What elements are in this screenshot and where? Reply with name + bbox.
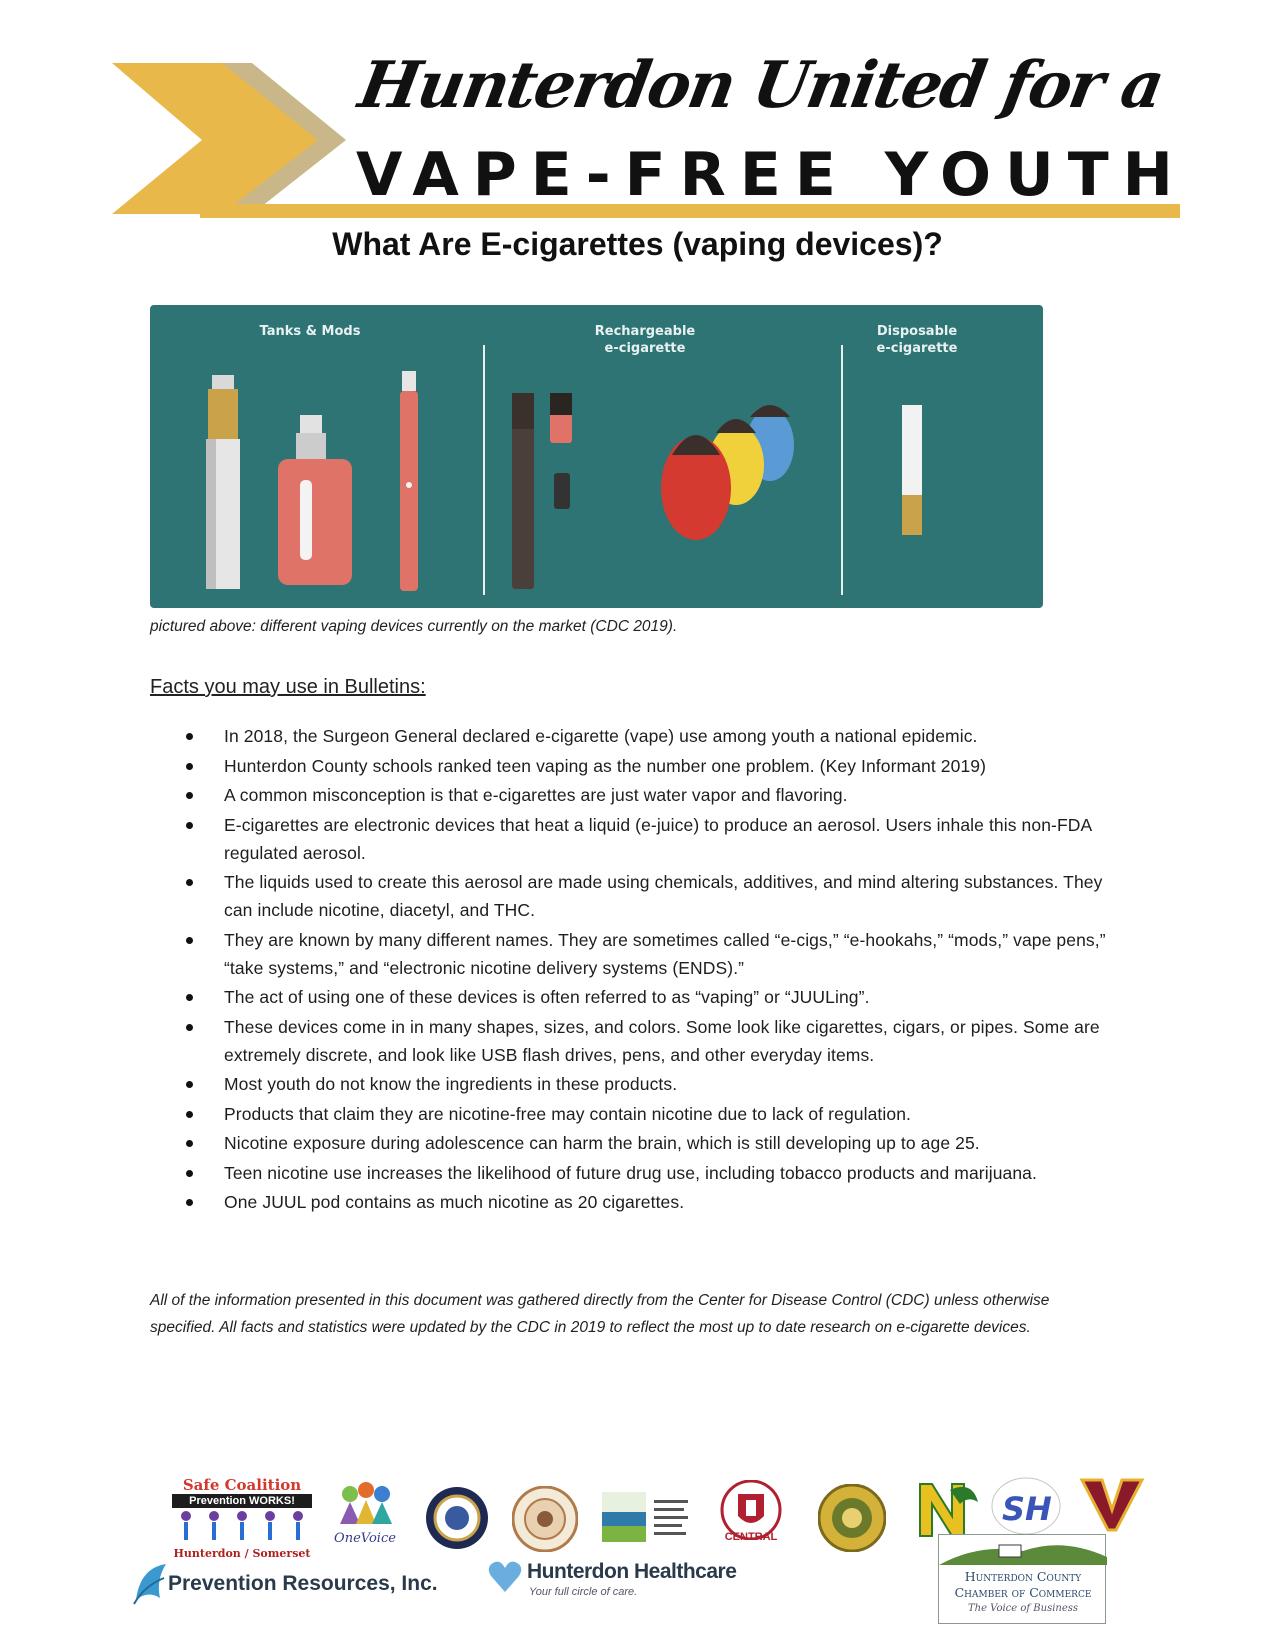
fact-item: Teen nicotine use increases the likelihood of future drug use, including tobacco products and marijuana.: [186, 1159, 1126, 1187]
section-label-disposable: Disposable e-cigarette: [876, 324, 958, 356]
fact-item: The act of using one of these devices is often referred to as “vaping” or “JUULing”.: [186, 983, 1126, 1011]
fact-item: Products that claim they are nicotine-free may contain nicotine due to lack of regulation.: [186, 1100, 1126, 1128]
south-hunterdon-logo: [990, 1476, 1062, 1536]
bullet-icon: [186, 792, 193, 799]
svg-text:SH: SH: [1002, 1490, 1052, 1528]
section-label-tanks-mods: Tanks & Mods: [259, 324, 361, 339]
hunterdon-county-seal: [512, 1486, 578, 1552]
fact-item: They are known by many different names. They are sometimes called “e-cigs,” “e-hookahs,” “mods,” vape pens,” “take systems,” and “electronic nicotine delivery systems (ENDS).”: [186, 926, 1126, 982]
bullet-icon: [186, 1140, 193, 1147]
panel-divider: [483, 345, 485, 595]
rechargeable-device: [512, 393, 572, 589]
bullet-icon: [186, 994, 193, 1001]
people-icon: [172, 1508, 312, 1542]
bullet-icon: [186, 1199, 193, 1206]
disposable-device: [902, 405, 922, 535]
one-voice-logo: OneVoice: [330, 1480, 400, 1546]
image-caption: pictured above: different vaping devices currently on the market (CDC 2019).: [150, 618, 678, 635]
safe-coalition-logo: Safe Coalition Prevention WORKS! Hunterdon / Somerset: [173, 1476, 311, 1560]
heart-icon: [487, 1558, 523, 1594]
pods-group: [661, 405, 794, 540]
fact-item: Most youth do not know the ingredients in these products.: [186, 1070, 1126, 1098]
delaware-valley-seal: [818, 1484, 886, 1552]
partnership-logo: [602, 1492, 694, 1542]
one-voice-people-icon: [330, 1480, 400, 1526]
main-title: VAPE-FREE YOUTH: [356, 140, 1187, 210]
disclaimer-text: All of the information presented in this document was gathered directly from the Center for Disease Control (CDC) unless otherwise specified. All facts and statistics were updated by the CDC in 2019 to reflect the most up to date research on e-cigarette devices.: [150, 1292, 1050, 1336]
sponsor-logos: [0, 1470, 1275, 1650]
fact-item: E-cigarettes are electronic devices that heat a liquid (e-juice) to produce an aerosol. Users inhale this non-FDA regulated aerosol.: [186, 811, 1126, 867]
fact-item: A common misconception is that e-cigarettes are just water vapor and flavoring.: [186, 781, 1126, 809]
hunterdon-central-logo: CENTRAL: [716, 1480, 786, 1543]
bullet-icon: [186, 1111, 193, 1118]
leaf-icon: [130, 1560, 170, 1606]
fact-item: One JUUL pod contains as much nicotine as 20 cigarettes.: [186, 1188, 1126, 1216]
facts-heading: Facts you may use in Bulletins:: [150, 676, 426, 698]
facts-list: [186, 722, 1126, 1218]
vape-pen-device: [400, 371, 418, 591]
bullet-icon: [186, 822, 193, 829]
section-label-rechargeable: Rechargeable e-cigarette: [594, 324, 696, 356]
hills-icon: [939, 1537, 1107, 1565]
hunterdon-healthcare-logo: Hunterdon Healthcare Your full circle of care.: [487, 1556, 727, 1608]
fact-item: Nicotine exposure during adolescence can harm the brain, which is still developing up to age 25.: [186, 1129, 1126, 1157]
bullet-icon: [186, 1024, 193, 1031]
page-subtitle: What Are E-cigarettes (vaping devices)?: [332, 226, 943, 262]
fact-item: These devices come in in many shapes, sizes, and colors. Some look like cigarettes, cigars, or pipes. Some are extremely discrete, and look like USB flash drives, pens, and other everyday items.: [186, 1013, 1126, 1069]
voorhees-logo: [1078, 1474, 1146, 1532]
north-hunterdon-logo: [912, 1476, 982, 1540]
panel-divider: [841, 345, 843, 595]
bullet-icon: [186, 1170, 193, 1177]
header-banner: [0, 0, 1275, 230]
prevention-resources-logo: Prevention Resources, Inc.: [130, 1560, 430, 1606]
bullet-icon: [186, 763, 193, 770]
fact-item: In 2018, the Surgeon General declared e-cigarette (vape) use among youth a national epidemic.: [186, 722, 1126, 750]
bullet-icon: [186, 733, 193, 740]
fact-item: Hunterdon County schools ranked teen vaping as the number one problem. (Key Informant 2019): [186, 752, 1126, 780]
fact-item: The liquids used to create this aerosol are made using chemicals, additives, and mind altering substances. They can include nicotine, diacetyl, and THC.: [186, 868, 1126, 924]
script-title: Hunterdon United for a: [353, 48, 1169, 123]
bullet-icon: [186, 1081, 193, 1088]
prosecutor-office-seal: [425, 1486, 489, 1550]
box-mod-device: [278, 415, 352, 585]
chamber-of-commerce-logo: Hunterdon County Chamber of Commerce The Voice of Business: [938, 1534, 1106, 1624]
bullet-icon: [186, 937, 193, 944]
bullet-icon: [186, 879, 193, 886]
tank-mod-device: [206, 375, 240, 589]
vaping-devices-image: [150, 305, 1043, 608]
